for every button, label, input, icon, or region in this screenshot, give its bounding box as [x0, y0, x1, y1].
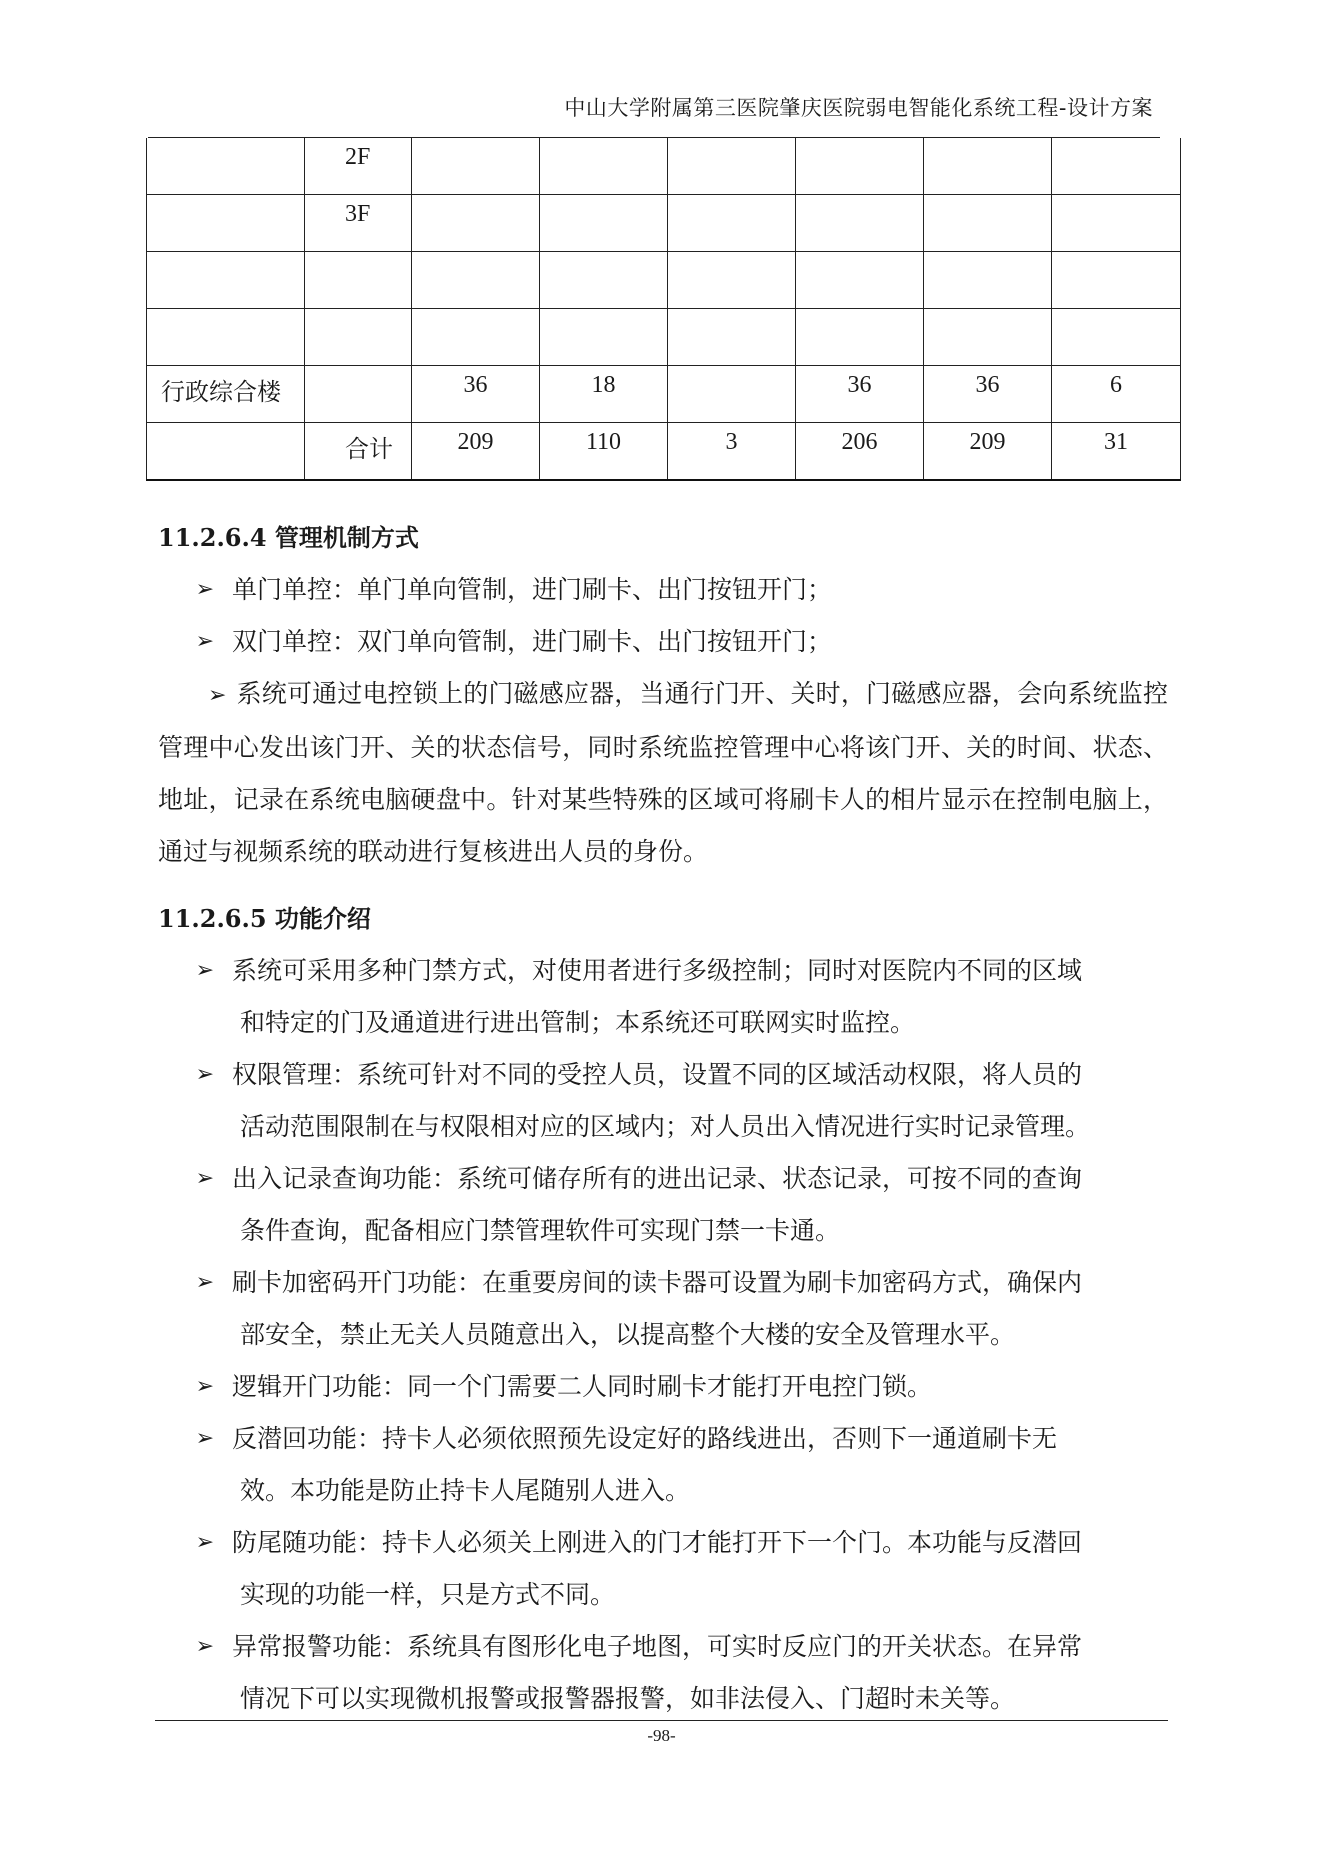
list-item-text: 权限管理：系统可针对不同的受控人员，设置不同的区域活动权限，将人员的: [232, 1060, 1083, 1089]
list-item: [158, 1153, 1168, 1257]
section-features: [158, 893, 1168, 1725]
footer-rule: [155, 1720, 1168, 1721]
table-cell: 6: [1052, 366, 1181, 423]
table-cell: [540, 309, 668, 366]
list-item-text: 防尾随功能：持卡人必须关上刚进入的门才能打开下一个门。本功能与反潜回: [232, 1528, 1083, 1557]
list-item-text: 反潜回功能：持卡人必须依照预先设定好的路线进出，否则下一通道刷卡无: [232, 1424, 1058, 1453]
table-cell: [1052, 138, 1181, 195]
arrow-bullet-icon: ➢: [195, 1426, 214, 1451]
table-cell: [412, 252, 540, 309]
table-cell: 3: [668, 423, 796, 481]
table-cell: 206: [796, 423, 924, 481]
table-cell: [668, 252, 796, 309]
table-row: [147, 252, 1181, 309]
table-cell: [924, 252, 1052, 309]
table-cell: 36: [412, 366, 540, 423]
table-cell: [1052, 309, 1181, 366]
arrow-bullet-icon: ➢: [195, 1166, 214, 1191]
list-item-text: 活动范围限制在与权限相对应的区域内；对人员出入情况进行实时记录管理。: [240, 1112, 1091, 1141]
table-cell: 行政综合楼: [147, 366, 305, 423]
table-cell: [668, 309, 796, 366]
table-cell: [540, 252, 668, 309]
list-item-text: 系统可采用多种门禁方式，对使用者进行多级控制；同时对医院内不同的区域: [232, 956, 1083, 985]
list-item: [158, 1413, 1168, 1517]
table-cell: 209: [924, 423, 1052, 481]
list-item-text: 效。本功能是防止持卡人尾随别人进入。: [240, 1476, 691, 1505]
list-item: ➢ 双门单控：双门单向管制，进门刷卡、出门按钮开门；: [158, 616, 1168, 668]
table-cell: 18: [540, 366, 668, 423]
list-item-text: 异常报警功能：系统具有图形化电子地图，可实时反应门的开关状态。在异常: [232, 1632, 1083, 1661]
list-item: ➢ 单门单控：单门单向管制，进门刷卡、出门按钮开门；: [158, 564, 1168, 616]
table-cell: [796, 309, 924, 366]
page-header: 中山大学附属第三医院肇庆医院弱电智能化系统工程-设计方案: [564, 96, 1153, 120]
list-item: [158, 1257, 1168, 1361]
table-row: [147, 423, 1181, 481]
table-cell: 2F: [305, 138, 412, 195]
table-cell: [305, 252, 412, 309]
arrow-bullet-icon: ➢: [195, 958, 214, 983]
list-item-text: 刷卡加密码开门功能：在重要房间的读卡器可设置为刷卡加密码方式，确保内: [232, 1268, 1083, 1297]
table-cell: [796, 138, 924, 195]
table-cell: [147, 195, 305, 252]
table-row: [147, 366, 1181, 423]
table-cell: 36: [924, 366, 1052, 423]
arrow-bullet-icon: ➢: [195, 1062, 214, 1087]
arrow-bullet-icon: ➢: [195, 1270, 214, 1295]
page-number: -98-: [647, 1726, 676, 1745]
table-cell: [1052, 252, 1181, 309]
list-item-text: 和特定的门及通道进行进出管制；本系统还可联网实时监控。: [240, 1008, 916, 1037]
list-item: [158, 1621, 1168, 1725]
section-heading: 11.2.6.5 功能介绍: [158, 904, 371, 933]
section-management: [158, 512, 1168, 878]
table-cell: [668, 366, 796, 423]
table-cell: 3F: [305, 195, 412, 252]
list-item: [158, 1361, 1168, 1413]
arrow-bullet-icon: ➢: [195, 629, 214, 654]
table-cell: [1052, 195, 1181, 252]
section-heading: 11.2.6.4 管理机制方式: [158, 523, 419, 552]
list-item: [158, 1517, 1168, 1621]
table-cell: [147, 138, 305, 195]
table-cell: [147, 423, 305, 481]
list-item: [158, 945, 1168, 1049]
table-cell: [412, 195, 540, 252]
table-cell: [147, 309, 305, 366]
table-cell: [668, 138, 796, 195]
arrow-bullet-icon: ➢: [195, 1634, 214, 1659]
table-cell: [924, 309, 1052, 366]
body-paragraph: ➢ 系统可通过电控锁上的门磁感应器，当通行门开、关时，门磁感应器，会向系统监控管理中心发出该门开、关的状态信号，同时系统监控管理中心将该门开、关的时间、状态、地址，记录在系统电脑硬盘中。针对某些特殊的区域可将刷卡人的相片显示在控制电脑上，通过与视频系统的联动进行复核进出人员的身份。: [158, 679, 1168, 866]
table-cell: 209: [412, 423, 540, 481]
list-item-text: 出入记录查询功能：系统可储存所有的进出记录、状态记录，可按不同的查询: [232, 1164, 1083, 1193]
table-cell: [147, 252, 305, 309]
table-row: [147, 138, 1181, 195]
list-item: [158, 1049, 1168, 1153]
list-item-text: 逻辑开门功能：同一个门需要二人同时刷卡才能打开电控门锁。: [232, 1372, 933, 1401]
list-item-text: 实现的功能一样，只是方式不同。: [240, 1580, 616, 1609]
table-cell: [540, 138, 668, 195]
table-cell: 31: [1052, 423, 1181, 481]
list-item-text: 部安全，禁止无关人员随意出入，以提高整个大楼的安全及管理水平。: [240, 1320, 1016, 1349]
table-cell: [305, 309, 412, 366]
table-row: [147, 195, 1181, 252]
table-row: [147, 309, 1181, 366]
data-table: [146, 138, 1181, 481]
list-item-text: 情况下可以实现微机报警或报警器报警，如非法侵入、门超时未关等。: [240, 1684, 1016, 1713]
list-item-text: 条件查询，配备相应门禁管理软件可实现门禁一卡通。: [240, 1216, 841, 1245]
table-cell: 36: [796, 366, 924, 423]
arrow-bullet-icon: ➢: [195, 1530, 214, 1555]
table-cell: [924, 138, 1052, 195]
table-cell: [924, 195, 1052, 252]
table-cell: [412, 138, 540, 195]
table-cell: [668, 195, 796, 252]
table-cell: [796, 195, 924, 252]
arrow-bullet-icon: ➢: [195, 1374, 214, 1399]
table-cell: [796, 252, 924, 309]
table-cell: [540, 195, 668, 252]
table-cell: [305, 366, 412, 423]
table-cell: [412, 309, 540, 366]
table-cell: 合计: [305, 423, 412, 481]
table-cell: 110: [540, 423, 668, 481]
arrow-bullet-icon: ➢: [208, 683, 227, 708]
arrow-bullet-icon: ➢: [195, 577, 214, 602]
